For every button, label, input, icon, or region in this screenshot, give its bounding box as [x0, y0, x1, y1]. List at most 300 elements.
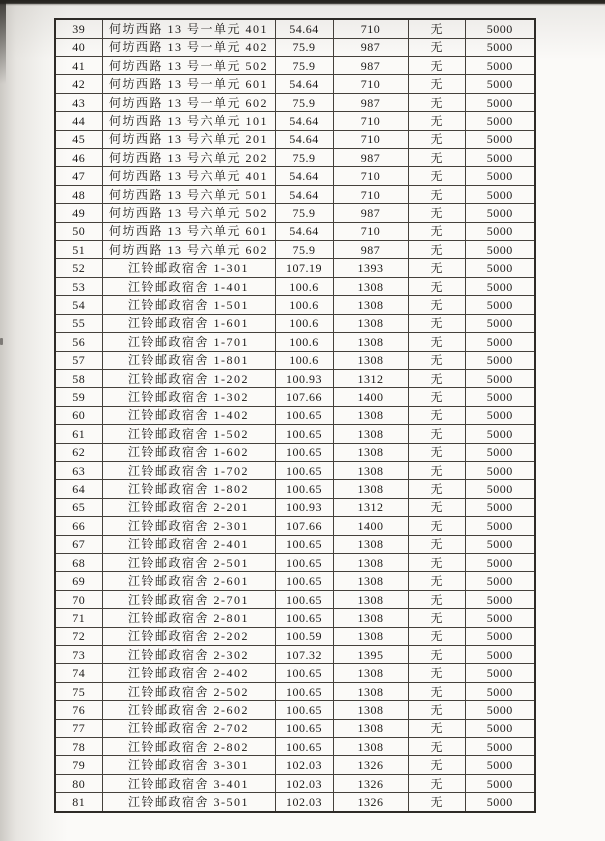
amount-cell: 1312	[333, 369, 408, 387]
table-row	[55, 130, 535, 148]
area-cell: 100.65	[275, 572, 333, 590]
amount-cell: 710	[333, 130, 408, 148]
scan-artifact-speck	[0, 338, 3, 345]
row-number-cell: 62	[55, 443, 102, 461]
note-cell: 无	[408, 333, 465, 351]
table-row	[55, 461, 535, 479]
address-cell: 何坊西路 13 号一单元 601	[102, 75, 275, 93]
deposit-cell: 5000	[465, 167, 535, 185]
row-number-cell: 69	[55, 572, 102, 590]
deposit-cell: 5000	[465, 333, 535, 351]
note-cell: 无	[408, 57, 465, 75]
deposit-cell: 5000	[465, 259, 535, 277]
note-cell: 无	[408, 425, 465, 443]
row-number-cell: 54	[55, 296, 102, 314]
address-cell: 江铃邮政宿舍 3-301	[102, 756, 275, 774]
table-row	[55, 167, 535, 185]
row-number-cell: 64	[55, 480, 102, 498]
note-cell: 无	[408, 774, 465, 792]
table-row	[55, 535, 535, 553]
address-cell: 江铃邮政宿舍 1-602	[102, 443, 275, 461]
deposit-cell: 5000	[465, 461, 535, 479]
row-number-cell: 68	[55, 553, 102, 571]
note-cell: 无	[408, 93, 465, 111]
area-cell: 100.65	[275, 553, 333, 571]
row-number-cell: 49	[55, 204, 102, 222]
housing-allocation-table	[54, 18, 536, 813]
row-number-cell: 52	[55, 259, 102, 277]
area-cell: 54.64	[275, 112, 333, 130]
deposit-cell: 5000	[465, 756, 535, 774]
scan-top-edge	[0, 0, 605, 6]
area-cell: 100.59	[275, 627, 333, 645]
note-cell: 无	[408, 553, 465, 571]
amount-cell: 1400	[333, 388, 408, 406]
amount-cell: 1308	[333, 553, 408, 571]
note-cell: 无	[408, 149, 465, 167]
address-cell: 何坊西路 13 号一单元 401	[102, 19, 275, 38]
row-number-cell: 77	[55, 719, 102, 737]
table-row	[55, 609, 535, 627]
area-cell: 54.64	[275, 75, 333, 93]
note-cell: 无	[408, 296, 465, 314]
amount-cell: 1308	[333, 277, 408, 295]
note-cell: 无	[408, 480, 465, 498]
deposit-cell: 5000	[465, 112, 535, 130]
note-cell: 无	[408, 461, 465, 479]
amount-cell: 1400	[333, 517, 408, 535]
address-cell: 江铃邮政宿舍 1-802	[102, 480, 275, 498]
address-cell: 江铃邮政宿舍 1-702	[102, 461, 275, 479]
amount-cell: 1326	[333, 756, 408, 774]
note-cell: 无	[408, 112, 465, 130]
area-cell: 107.66	[275, 517, 333, 535]
address-cell: 江铃邮政宿舍 1-502	[102, 425, 275, 443]
amount-cell: 1308	[333, 627, 408, 645]
area-cell: 100.65	[275, 701, 333, 719]
table-row	[55, 646, 535, 664]
amount-cell: 1308	[333, 701, 408, 719]
scan-corner-shadow	[0, 0, 6, 84]
address-cell: 何坊西路 13 号一单元 502	[102, 57, 275, 75]
row-number-cell: 58	[55, 369, 102, 387]
row-number-cell: 56	[55, 333, 102, 351]
deposit-cell: 5000	[465, 793, 535, 812]
deposit-cell: 5000	[465, 627, 535, 645]
amount-cell: 710	[333, 222, 408, 240]
note-cell: 无	[408, 756, 465, 774]
row-number-cell: 66	[55, 517, 102, 535]
deposit-cell: 5000	[465, 241, 535, 259]
table-row	[55, 664, 535, 682]
area-cell: 75.9	[275, 149, 333, 167]
note-cell: 无	[408, 369, 465, 387]
row-number-cell: 65	[55, 498, 102, 516]
address-cell: 江铃邮政宿舍 3-501	[102, 793, 275, 812]
amount-cell: 987	[333, 38, 408, 56]
note-cell: 无	[408, 609, 465, 627]
note-cell: 无	[408, 204, 465, 222]
row-number-cell: 73	[55, 646, 102, 664]
table-row	[55, 296, 535, 314]
table-row	[55, 57, 535, 75]
note-cell: 无	[408, 443, 465, 461]
row-number-cell: 60	[55, 406, 102, 424]
table-row	[55, 572, 535, 590]
deposit-cell: 5000	[465, 351, 535, 369]
amount-cell: 1326	[333, 774, 408, 792]
amount-cell: 1308	[333, 590, 408, 608]
address-cell: 何坊西路 13 号六单元 401	[102, 167, 275, 185]
address-cell: 江铃邮政宿舍 1-301	[102, 259, 275, 277]
row-number-cell: 55	[55, 314, 102, 332]
row-number-cell: 80	[55, 774, 102, 792]
area-cell: 100.6	[275, 296, 333, 314]
table-row	[55, 222, 535, 240]
deposit-cell: 5000	[465, 682, 535, 700]
table-row	[55, 701, 535, 719]
deposit-cell: 5000	[465, 443, 535, 461]
note-cell: 无	[408, 406, 465, 424]
deposit-cell: 5000	[465, 369, 535, 387]
address-cell: 何坊西路 13 号六单元 202	[102, 149, 275, 167]
address-cell: 何坊西路 13 号一单元 602	[102, 93, 275, 111]
table-row	[55, 406, 535, 424]
table-row	[55, 369, 535, 387]
note-cell: 无	[408, 517, 465, 535]
deposit-cell: 5000	[465, 738, 535, 756]
table-row	[55, 38, 535, 56]
note-cell: 无	[408, 793, 465, 812]
area-cell: 54.64	[275, 185, 333, 203]
deposit-cell: 5000	[465, 314, 535, 332]
row-number-cell: 78	[55, 738, 102, 756]
area-cell: 75.9	[275, 204, 333, 222]
note-cell: 无	[408, 259, 465, 277]
amount-cell: 1308	[333, 296, 408, 314]
area-cell: 100.65	[275, 609, 333, 627]
area-cell: 102.03	[275, 774, 333, 792]
table-row	[55, 738, 535, 756]
row-number-cell: 41	[55, 57, 102, 75]
table-row	[55, 75, 535, 93]
deposit-cell: 5000	[465, 93, 535, 111]
area-cell: 107.19	[275, 259, 333, 277]
address-cell: 江铃邮政宿舍 2-602	[102, 701, 275, 719]
area-cell: 100.65	[275, 406, 333, 424]
table-row	[55, 756, 535, 774]
amount-cell: 987	[333, 241, 408, 259]
area-cell: 100.65	[275, 480, 333, 498]
amount-cell: 1308	[333, 572, 408, 590]
amount-cell: 1308	[333, 461, 408, 479]
deposit-cell: 5000	[465, 19, 535, 38]
table-row	[55, 19, 535, 38]
area-cell: 54.64	[275, 222, 333, 240]
deposit-cell: 5000	[465, 590, 535, 608]
table-row	[55, 259, 535, 277]
note-cell: 无	[408, 19, 465, 38]
area-cell: 107.66	[275, 388, 333, 406]
address-cell: 江铃邮政宿舍 1-402	[102, 406, 275, 424]
area-cell: 100.65	[275, 425, 333, 443]
area-cell: 54.64	[275, 167, 333, 185]
address-cell: 何坊西路 13 号一单元 402	[102, 38, 275, 56]
row-number-cell: 76	[55, 701, 102, 719]
area-cell: 100.6	[275, 351, 333, 369]
note-cell: 无	[408, 535, 465, 553]
note-cell: 无	[408, 351, 465, 369]
note-cell: 无	[408, 682, 465, 700]
deposit-cell: 5000	[465, 535, 535, 553]
area-cell: 100.65	[275, 682, 333, 700]
row-number-cell: 44	[55, 112, 102, 130]
amount-cell: 987	[333, 93, 408, 111]
row-number-cell: 39	[55, 19, 102, 38]
note-cell: 无	[408, 738, 465, 756]
address-cell: 何坊西路 13 号六单元 501	[102, 185, 275, 203]
deposit-cell: 5000	[465, 75, 535, 93]
address-cell: 何坊西路 13 号六单元 601	[102, 222, 275, 240]
note-cell: 无	[408, 572, 465, 590]
amount-cell: 710	[333, 167, 408, 185]
address-cell: 江铃邮政宿舍 2-701	[102, 590, 275, 608]
deposit-cell: 5000	[465, 664, 535, 682]
address-cell: 江铃邮政宿舍 2-402	[102, 664, 275, 682]
note-cell: 无	[408, 277, 465, 295]
note-cell: 无	[408, 388, 465, 406]
amount-cell: 1308	[333, 682, 408, 700]
deposit-cell: 5000	[465, 277, 535, 295]
area-cell: 75.9	[275, 93, 333, 111]
area-cell: 102.03	[275, 793, 333, 812]
row-number-cell: 75	[55, 682, 102, 700]
deposit-cell: 5000	[465, 296, 535, 314]
amount-cell: 1308	[333, 664, 408, 682]
table-row	[55, 185, 535, 203]
amount-cell: 987	[333, 57, 408, 75]
area-cell: 100.65	[275, 590, 333, 608]
area-cell: 100.6	[275, 314, 333, 332]
address-cell: 江铃邮政宿舍 2-202	[102, 627, 275, 645]
table-row	[55, 498, 535, 516]
note-cell: 无	[408, 130, 465, 148]
note-cell: 无	[408, 590, 465, 608]
deposit-cell: 5000	[465, 204, 535, 222]
table-row	[55, 388, 535, 406]
deposit-cell: 5000	[465, 130, 535, 148]
amount-cell: 1308	[333, 425, 408, 443]
table-row	[55, 517, 535, 535]
note-cell: 无	[408, 185, 465, 203]
table-row	[55, 314, 535, 332]
row-number-cell: 67	[55, 535, 102, 553]
deposit-cell: 5000	[465, 572, 535, 590]
amount-cell: 710	[333, 75, 408, 93]
row-number-cell: 40	[55, 38, 102, 56]
address-cell: 江铃邮政宿舍 2-702	[102, 719, 275, 737]
deposit-cell: 5000	[465, 498, 535, 516]
row-number-cell: 61	[55, 425, 102, 443]
amount-cell: 1308	[333, 443, 408, 461]
note-cell: 无	[408, 498, 465, 516]
note-cell: 无	[408, 627, 465, 645]
row-number-cell: 70	[55, 590, 102, 608]
row-number-cell: 71	[55, 609, 102, 627]
table-row	[55, 204, 535, 222]
deposit-cell: 5000	[465, 406, 535, 424]
area-cell: 107.32	[275, 646, 333, 664]
area-cell: 100.6	[275, 333, 333, 351]
row-number-cell: 48	[55, 185, 102, 203]
row-number-cell: 63	[55, 461, 102, 479]
area-cell: 100.93	[275, 498, 333, 516]
amount-cell: 1308	[333, 480, 408, 498]
deposit-cell: 5000	[465, 57, 535, 75]
note-cell: 无	[408, 75, 465, 93]
table-row	[55, 682, 535, 700]
note-cell: 无	[408, 222, 465, 240]
deposit-cell: 5000	[465, 646, 535, 664]
row-number-cell: 81	[55, 793, 102, 812]
table-row	[55, 333, 535, 351]
row-number-cell: 59	[55, 388, 102, 406]
row-number-cell: 53	[55, 277, 102, 295]
table-row	[55, 241, 535, 259]
note-cell: 无	[408, 701, 465, 719]
table-row	[55, 425, 535, 443]
amount-cell: 710	[333, 19, 408, 38]
address-cell: 江铃邮政宿舍 1-302	[102, 388, 275, 406]
table-row	[55, 443, 535, 461]
deposit-cell: 5000	[465, 149, 535, 167]
area-cell: 100.65	[275, 443, 333, 461]
row-number-cell: 74	[55, 664, 102, 682]
table-row	[55, 627, 535, 645]
amount-cell: 1395	[333, 646, 408, 664]
note-cell: 无	[408, 664, 465, 682]
table-row	[55, 351, 535, 369]
address-cell: 江铃邮政宿舍 2-802	[102, 738, 275, 756]
area-cell: 75.9	[275, 38, 333, 56]
amount-cell: 1308	[333, 314, 408, 332]
address-cell: 何坊西路 13 号六单元 502	[102, 204, 275, 222]
amount-cell: 1308	[333, 609, 408, 627]
address-cell: 何坊西路 13 号六单元 602	[102, 241, 275, 259]
address-cell: 何坊西路 13 号六单元 101	[102, 112, 275, 130]
table-row	[55, 774, 535, 792]
deposit-cell: 5000	[465, 185, 535, 203]
area-cell: 75.9	[275, 241, 333, 259]
address-cell: 江铃邮政宿舍 2-502	[102, 682, 275, 700]
deposit-cell: 5000	[465, 701, 535, 719]
note-cell: 无	[408, 241, 465, 259]
row-number-cell: 45	[55, 130, 102, 148]
area-cell: 75.9	[275, 57, 333, 75]
amount-cell: 710	[333, 112, 408, 130]
area-cell: 102.03	[275, 756, 333, 774]
address-cell: 江铃邮政宿舍 1-701	[102, 333, 275, 351]
address-cell: 何坊西路 13 号六单元 201	[102, 130, 275, 148]
area-cell: 100.93	[275, 369, 333, 387]
table-row	[55, 719, 535, 737]
table-row	[55, 93, 535, 111]
note-cell: 无	[408, 314, 465, 332]
row-number-cell: 79	[55, 756, 102, 774]
row-number-cell: 43	[55, 93, 102, 111]
amount-cell: 987	[333, 149, 408, 167]
area-cell: 100.65	[275, 664, 333, 682]
row-number-cell: 42	[55, 75, 102, 93]
table-body	[55, 19, 535, 812]
row-number-cell: 57	[55, 351, 102, 369]
row-number-cell: 50	[55, 222, 102, 240]
amount-cell: 1308	[333, 406, 408, 424]
address-cell: 江铃邮政宿舍 1-501	[102, 296, 275, 314]
address-cell: 江铃邮政宿舍 2-201	[102, 498, 275, 516]
row-number-cell: 46	[55, 149, 102, 167]
row-number-cell: 47	[55, 167, 102, 185]
deposit-cell: 5000	[465, 388, 535, 406]
address-cell: 江铃邮政宿舍 2-501	[102, 553, 275, 571]
address-cell: 江铃邮政宿舍 2-401	[102, 535, 275, 553]
area-cell: 54.64	[275, 130, 333, 148]
amount-cell: 1308	[333, 351, 408, 369]
address-cell: 江铃邮政宿舍 1-202	[102, 369, 275, 387]
table-row	[55, 277, 535, 295]
deposit-cell: 5000	[465, 609, 535, 627]
amount-cell: 1326	[333, 793, 408, 812]
amount-cell: 1393	[333, 259, 408, 277]
row-number-cell: 72	[55, 627, 102, 645]
amount-cell: 1312	[333, 498, 408, 516]
deposit-cell: 5000	[465, 517, 535, 535]
area-cell: 100.65	[275, 461, 333, 479]
address-cell: 江铃邮政宿舍 1-601	[102, 314, 275, 332]
table-row	[55, 590, 535, 608]
address-cell: 江铃邮政宿舍 1-401	[102, 277, 275, 295]
note-cell: 无	[408, 646, 465, 664]
note-cell: 无	[408, 719, 465, 737]
deposit-cell: 5000	[465, 774, 535, 792]
amount-cell: 710	[333, 185, 408, 203]
area-cell: 100.6	[275, 277, 333, 295]
address-cell: 江铃邮政宿舍 2-601	[102, 572, 275, 590]
area-cell: 54.64	[275, 19, 333, 38]
amount-cell: 1308	[333, 535, 408, 553]
table-row	[55, 793, 535, 812]
deposit-cell: 5000	[465, 222, 535, 240]
address-cell: 江铃邮政宿舍 1-801	[102, 351, 275, 369]
amount-cell: 1308	[333, 333, 408, 351]
amount-cell: 1308	[333, 738, 408, 756]
deposit-cell: 5000	[465, 553, 535, 571]
area-cell: 100.65	[275, 719, 333, 737]
address-cell: 江铃邮政宿舍 3-401	[102, 774, 275, 792]
deposit-cell: 5000	[465, 425, 535, 443]
deposit-cell: 5000	[465, 719, 535, 737]
note-cell: 无	[408, 167, 465, 185]
table-row	[55, 553, 535, 571]
amount-cell: 987	[333, 204, 408, 222]
amount-cell: 1308	[333, 719, 408, 737]
area-cell: 100.65	[275, 535, 333, 553]
address-cell: 江铃邮政宿舍 2-301	[102, 517, 275, 535]
note-cell: 无	[408, 38, 465, 56]
table-row	[55, 149, 535, 167]
table-row	[55, 480, 535, 498]
table-row	[55, 112, 535, 130]
